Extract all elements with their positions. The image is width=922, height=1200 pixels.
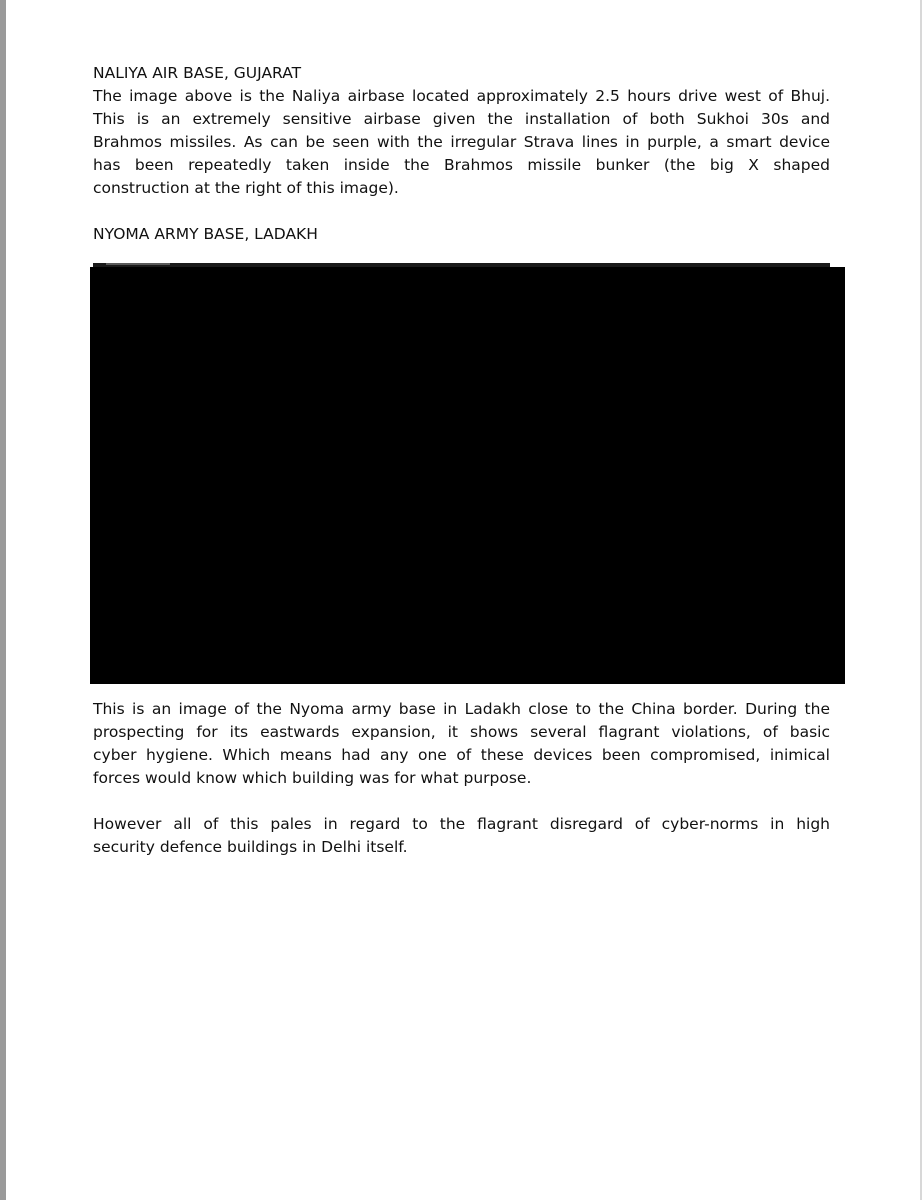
naliya-line-5: construction at the right of this image). — [93, 179, 399, 197]
naliya-paragraph — [93, 85, 830, 200]
nyoma-heading: NYOMA ARMY BASE, LADAKH — [93, 225, 318, 243]
nyoma-line-4: forces would know which building was for what purpose. — [93, 769, 532, 787]
closing-line-2: security defence buildings in Delhi itself. — [93, 838, 408, 856]
naliya-heading: NALIYA AIR BASE, GUJARAT — [93, 64, 302, 82]
closing-paragraph — [93, 813, 830, 859]
redacted-nyoma-image — [90, 267, 845, 684]
nyoma-line-1: This is an image of the Nyoma army base in Ladakh close to the China border. During the — [93, 700, 830, 718]
nyoma-line-2: prospecting for its eastwards expansion, it shows several flagrant violations, of basic — [93, 723, 830, 741]
nyoma-caption — [93, 698, 830, 790]
page-left-edge — [0, 0, 6, 1200]
nyoma-line-3: cyber hygiene. Which means had any one of these devices been compromised, inimical — [93, 746, 830, 764]
image-top-accent — [106, 263, 170, 265]
naliya-line-4: has been repeatedly taken inside the Brahmos missile bunker (the big X shaped — [93, 156, 830, 174]
naliya-line-2: This is an extremely sensitive airbase given the installation of both Sukhoi 30s and — [93, 110, 830, 128]
closing-line-1: However all of this pales in regard to the flagrant disregard of cyber-norms in high — [93, 815, 830, 833]
naliya-line-1: The image above is the Naliya airbase located approximately 2.5 hours drive west of Bhuj. — [93, 87, 830, 105]
naliya-line-3: Brahmos missiles. As can be seen with the irregular Strava lines in purple, a smart device — [93, 133, 830, 151]
